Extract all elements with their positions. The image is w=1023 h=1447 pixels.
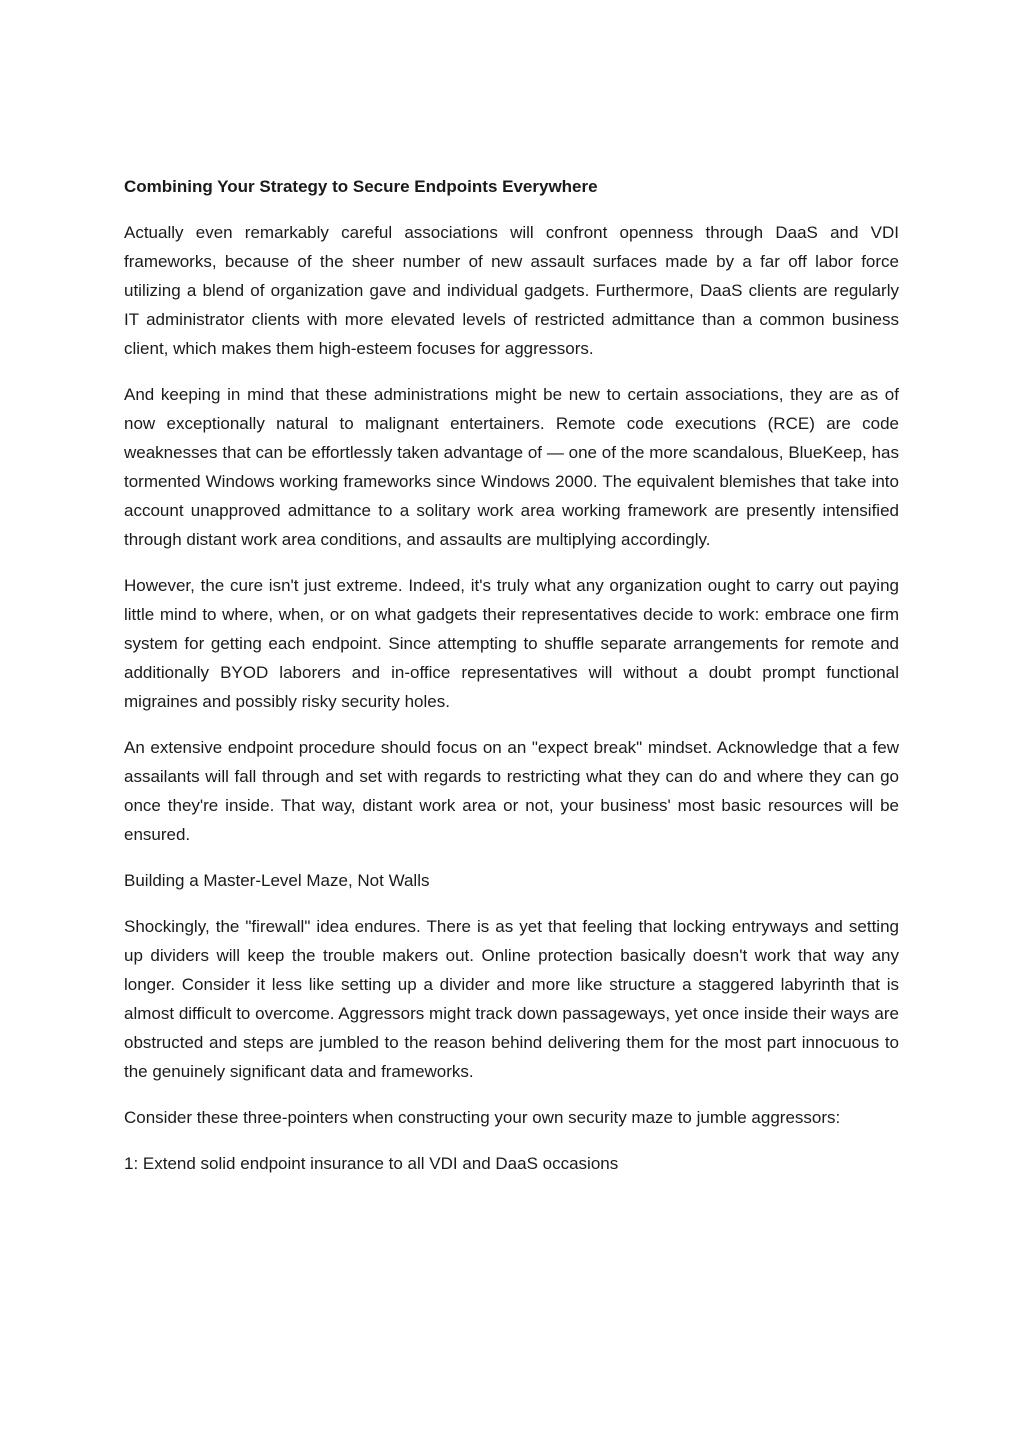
- paragraph-daas-exposure: Actually even remarkably careful associations will confront openness through DaaS and VDI frameworks, because of the sheer number of new assault surfaces made by a far off labor force utilizing a blend of organization gave and individual gadgets. Furthermore, DaaS clients are regularly IT administrator clients with more elevated levels of restricted admittance than a common business client, which makes them high-esteem focuses for aggressors.: [124, 223, 899, 358]
- section-subheading: Building a Master-Level Maze, Not Walls: [124, 871, 430, 890]
- paragraph-three-pointers: Consider these three-pointers when constructing your own security maze to jumble aggressors:: [124, 1108, 841, 1127]
- document-body: [124, 172, 899, 1195]
- paragraph-firewall-idea: Shockingly, the "firewall" idea endures. There is as yet that feeling that locking entryways and setting up dividers will keep the trouble makers out. Online protection basically doesn't work that way any longer. Consider it less like setting up a divider and more like structure a staggered labyrinth that is almost difficult to overcome. Aggressors might track down passageways, yet once inside their ways are obstructed and steps are jumbled to the reason behind delivering them for the most part innocuous to the genuinely significant data and frameworks.: [124, 917, 899, 1081]
- paragraph-expect-breach: An extensive endpoint procedure should focus on an "expect break" mindset. Acknowledge that a few assailants will fall through and set with regards to restricting what they can do and where they can go once they're inside. That way, distant work area or not, your business' most basic resources will be ensured.: [124, 738, 899, 844]
- paragraph-unified-strategy: However, the cure isn't just extreme. Indeed, it's truly what any organization ought to carry out paying little mind to where, when, or on what gadgets their representatives decide to work: embrace one firm system for getting each endpoint. Since attempting to shuffle separate arrangements for remote and additionally BYOD laborers and in-office representatives will without a doubt prompt functional migraines and possibly risky security holes.: [124, 576, 899, 711]
- document-title: Combining Your Strategy to Secure Endpoints Everywhere: [124, 177, 598, 196]
- paragraph-rce-bluekeep: And keeping in mind that these administrations might be new to certain associations, they are as of now exceptionally natural to malignant entertainers. Remote code executions (RCE) are code weaknesses that can be effortlessly taken advantage of — one of the more scandalous, BlueKeep, has tormented Windows working frameworks since Windows 2000. The equivalent blemishes that take into account unapproved admittance to a solitary work area working framework are presently intensified through distant work area conditions, and assaults are multiplying accordingly.: [124, 385, 899, 549]
- list-item-1: 1: Extend solid endpoint insurance to all VDI and DaaS occasions: [124, 1154, 619, 1173]
